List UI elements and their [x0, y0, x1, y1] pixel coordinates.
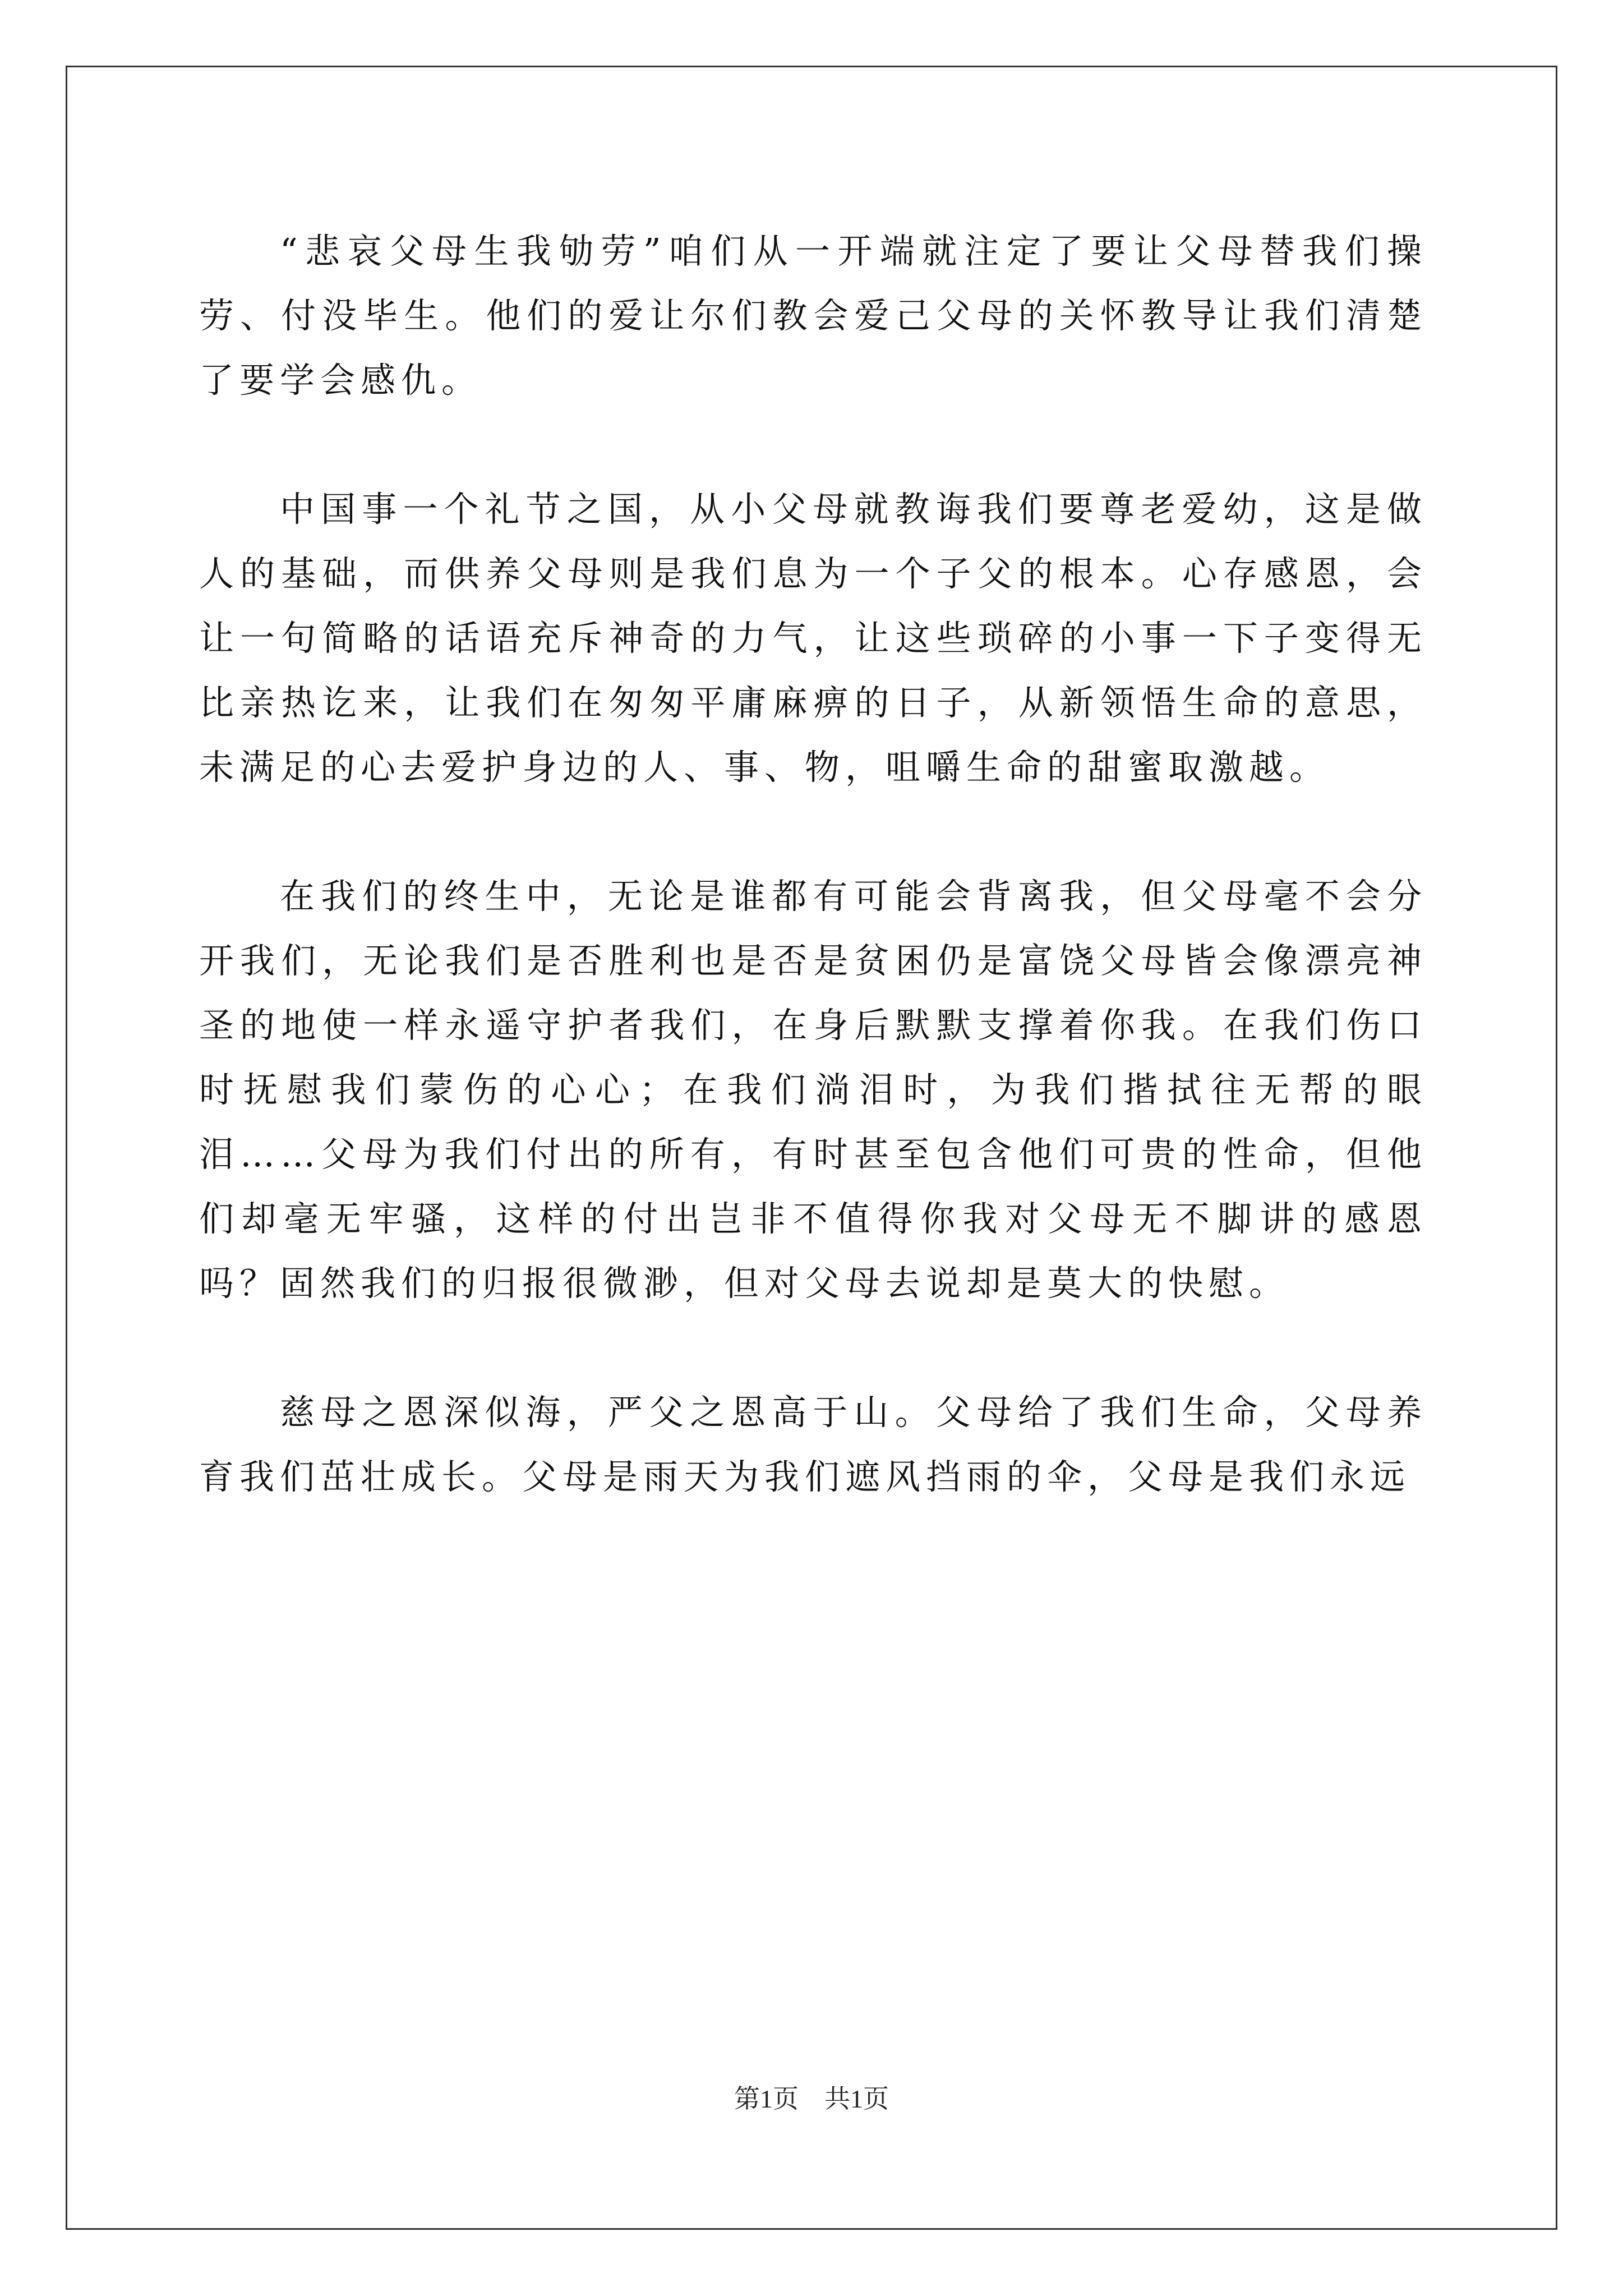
document-body — [199, 219, 1427, 1573]
page-footer: 第1页 共1页 — [734, 2085, 889, 2113]
paragraph-2: 中国事一个礼节之国，从小父母就教诲我们要尊老爱幼，这是做人的基础，而供养父母则是我们息为一个子父的根本。心存感恩，会让一句简略的话语充斥神奇的力气，让这些琐碎的小事一下子变得无比亲热讫来，让我们在匆匆平庸麻痹的日子，从新领悟生命的意思，未满足的心去爱护身边的人、事、物，咀嚼生命的甜蜜取激越。 — [199, 489, 1427, 788]
paragraph-3: 在我们的终生中，无论是谁都有可能会背离我，但父母毫不会分开我们，无论我们是否胜利也是否是贫困仍是富饶父母皆会像漂亮神圣的地使一样永遥守护者我们，在身后默默支撑着你我。在我们伤口时抚慰我们蒙伤的心心；在我们淌泪时，为我们揩拭往无帮的眼泪……父母为我们付出的所有，有时甚至包含他们可贵的性命，但他们却毫无牢骚，这样的付出岂非不值得你我对父母无不脚讲的感恩吗？固然我们的归报很微渺，但对父母去说却是莫大的快慰。 — [199, 876, 1427, 1304]
paragraph-1: “悲哀父母生我劬劳”咱们从一开端就注定了要让父母替我们操劳、付没毕生。他们的爱让尔们教会爱己父母的关怀教导让我们清楚了要学会感仇。 — [199, 231, 1427, 401]
paragraph-4: 慈母之恩深似海，严父之恩高于山。父母给了我们生命，父母养育我们茁壮成长。父母是雨天为我们遮风挡雨的伞，父母是我们永远 — [199, 1392, 1427, 1497]
